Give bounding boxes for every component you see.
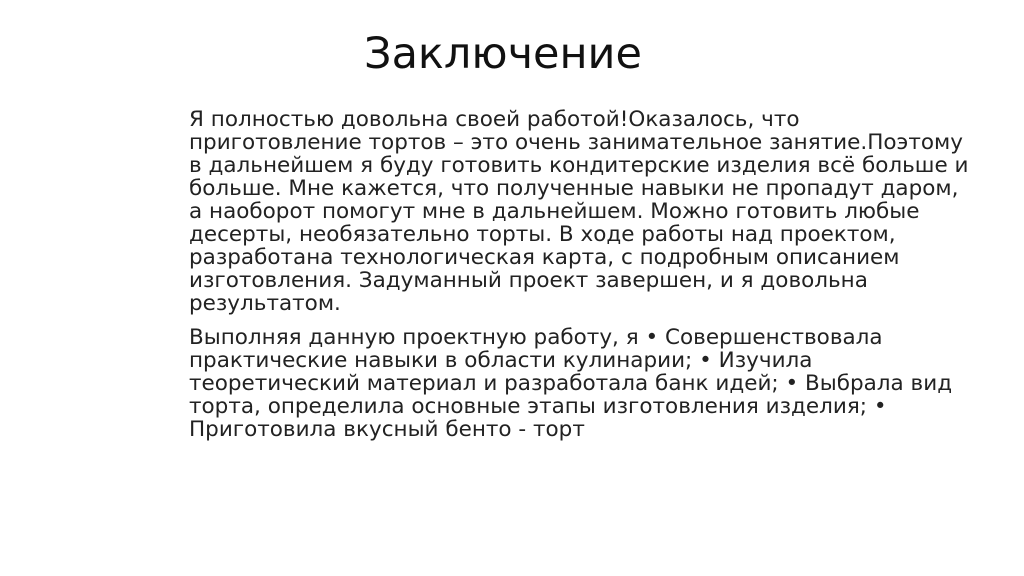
text-line: торта, определила основные этапы изготовления изделия; • xyxy=(189,394,887,419)
text-line: изготовления. Задуманный проект завершен, и я довольна xyxy=(189,268,868,293)
text-line: десерты, необязательно торты. В ходе работы над проектом, xyxy=(189,222,896,247)
slide-title: Заключение xyxy=(364,29,642,79)
slide-body xyxy=(189,108,1024,441)
summary-paragraph xyxy=(189,326,1024,441)
conclusion-paragraph xyxy=(189,108,1024,315)
text-line: Я полностью довольна своей работой!Оказалось, что xyxy=(189,107,800,132)
text-line: разработана технологическая карта, с подробным описанием xyxy=(189,245,900,270)
text-line: результатом. xyxy=(189,291,341,316)
text-line: в дальнейшем я буду готовить кондитерские изделия всё больше и xyxy=(189,153,969,178)
text-line: Приготовила вкусный бенто - торт xyxy=(189,417,585,442)
text-line: теоретический материал и разработала банк идей; • Выбрала вид xyxy=(189,371,953,396)
text-line: а наоборот помогут мне в дальнейшем. Можно готовить любые xyxy=(189,199,920,224)
text-line: приготовление тортов – это очень занимательное занятие.Поэтому xyxy=(189,130,963,155)
text-line: практические навыки в области кулинарии; • Изучила xyxy=(189,348,813,373)
text-line: Выполняя данную проектную работу, я • Совершенствовала xyxy=(189,325,883,350)
text-line: больше. Мне кажется, что полученные навыки не пропадут даром, xyxy=(189,176,959,201)
